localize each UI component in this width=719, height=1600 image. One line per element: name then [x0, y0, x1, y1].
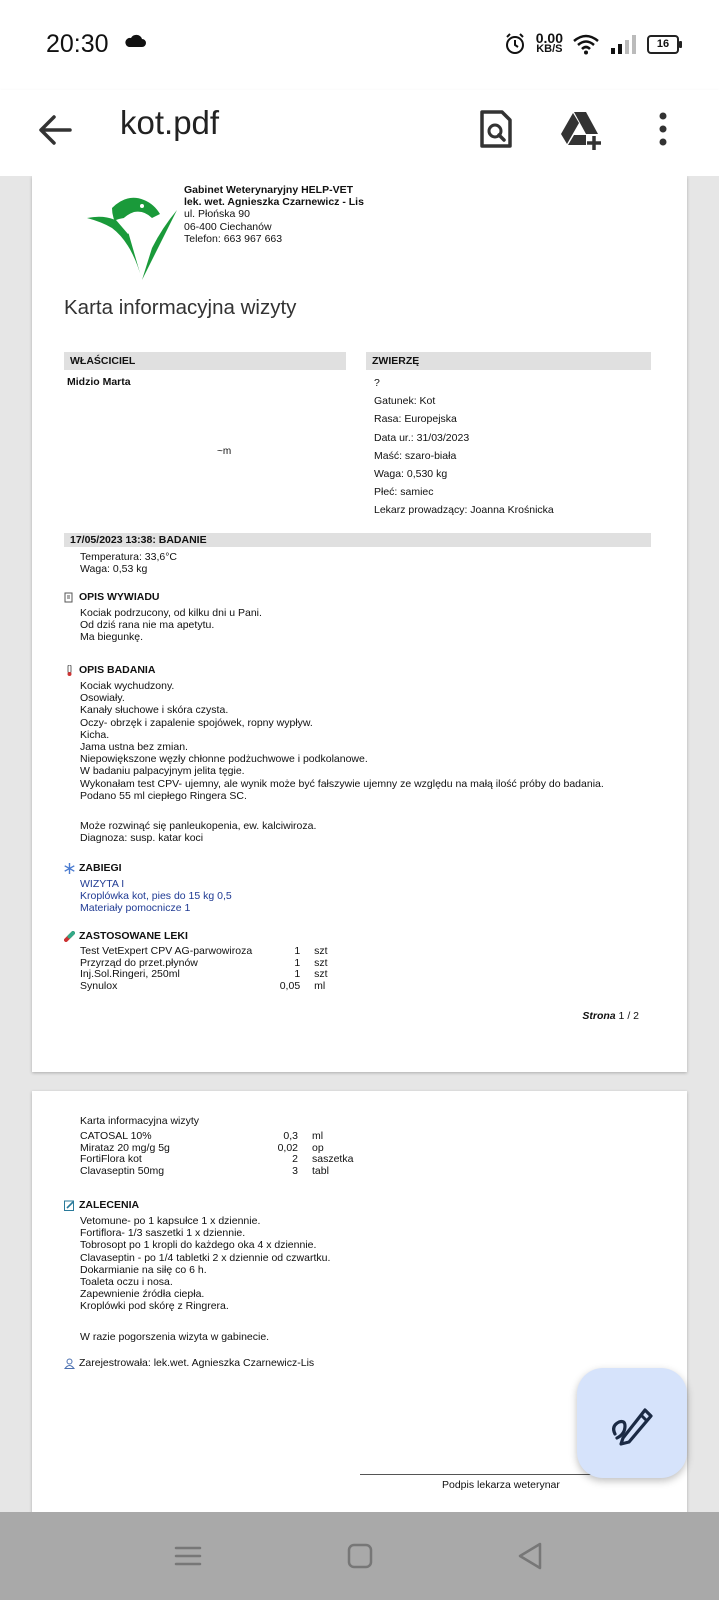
- table-row: Mirataz 20 mg/g 5g 0,02 op: [80, 1141, 324, 1154]
- procedures-heading: ZABIEGI: [64, 862, 122, 874]
- annotate-button[interactable]: [577, 1368, 687, 1478]
- table-row: Synulox 0,05 ml: [80, 979, 326, 992]
- table-row: Clavaseptin 50mg 3 tabl: [80, 1164, 329, 1177]
- animal-header: ZWIERZĘ: [366, 352, 651, 370]
- alarm-icon: [504, 33, 526, 55]
- pill-icon: [64, 931, 75, 942]
- document-icon: [64, 592, 75, 603]
- interview-heading: OPIS WYWIADU: [64, 591, 160, 603]
- table-row: Test VetExpert CPV AG-parwowiroza 1 szt: [80, 945, 328, 957]
- recommendations-text: Vetomune- po 1 kapsułce 1 x dziennie. Fortiflora- 1/3 saszetki 1 x dziennie. Tobrosopt po 1 kropli do każdego oka 4 x dziennie. Clavaseptin - po 1/4 tabletki 2 x dziennie od czwartku. Dokarmianie na siłę co 6 h. Toaleta oczu i nosa. Zapewnienie źródła ciepła. Kroplówki pod skórę z Ringrera.: [80, 1215, 331, 1313]
- asterisk-icon: [64, 863, 75, 874]
- document-title: Karta informacyjna wizyty: [64, 296, 297, 319]
- registered-by: Zarejestrowała: lek.wet. Agnieszka Czarnewicz-Lis: [64, 1357, 314, 1369]
- exam-text: Kociak wychudzony. Osowiały. Kanały słuchowe i skóra czysta. Oczy- obrzęk i zapalenie spojówek, ropny wypływ. Kicha. Jama ustna bez zmian. Niepowiększone węzły chłonne podżuchwowe i podkolanowe. W badaniu palpacyjnym jelita tęgie. Wykonałam test CPV- ujemny, ale wynik może być fałszywie ujemny ze względu na małą ilość próby do badania. Podano 55 ml ciepłego Ringera SC.: [80, 680, 604, 802]
- add-to-drive-icon[interactable]: [556, 104, 606, 154]
- app-bar: [0, 90, 719, 176]
- clinic-logo: [82, 188, 182, 288]
- interview-text: Kociak podrzucony, od kilku dni u Pani. Od dziś rana nie ma apetytu. Ma biegunkę.: [80, 607, 262, 644]
- more-options-icon[interactable]: [652, 104, 674, 154]
- exam-heading: OPIS BADANIA: [64, 664, 155, 676]
- page2-header: Karta informacyjna wizyty: [80, 1115, 200, 1127]
- worsening-note: W razie pogorszenia wizyta w gabinecie.: [80, 1331, 270, 1343]
- document-search-icon[interactable]: [470, 104, 520, 154]
- table-row: CATOSAL 10% 0,3 ml: [80, 1130, 324, 1142]
- edit-note-icon: [64, 1200, 75, 1211]
- recommendations-heading: ZALECENIA: [64, 1199, 139, 1211]
- signal-icon: [609, 33, 637, 55]
- system-nav-bar: [0, 1512, 719, 1600]
- pdf-viewer[interactable]: [0, 176, 719, 1512]
- visit-header: 17/05/2023 13:38: BADANIE: [64, 533, 651, 547]
- page-number: Strona 1 / 2: [582, 1010, 639, 1022]
- recent-apps-icon[interactable]: [168, 1536, 208, 1576]
- table-row: Przyrząd do przet.płynów 1 szt: [80, 956, 328, 969]
- thermometer-icon: [64, 665, 75, 676]
- table-row: Inj.Sol.Ringeri, 250ml 1 szt: [80, 968, 328, 980]
- clinic-info: Gabinet Weterynaryjny HELP-VET lek. wet. Agnieszka Czarnewicz - Lis ul. Płońska 90 06-400 Ciechanów Telefon: 663 967 663: [184, 184, 364, 245]
- user-icon: [64, 1358, 75, 1369]
- pdf-page-1: [32, 176, 687, 1072]
- diagnosis-text: Może rozwinąć się panleukopenia, ew. kalciwiroza. Diagnoza: susp. katar koci: [80, 820, 317, 845]
- home-icon[interactable]: [340, 1536, 380, 1576]
- meds-table-page1: [80, 946, 328, 992]
- network-speed: 0.00 KB/S: [535, 30, 563, 55]
- status-bar: [0, 0, 719, 90]
- cloud-icon: [124, 34, 146, 48]
- owner-mark: ~m: [217, 446, 232, 457]
- meds-heading: ZASTOSOWANE LEKI: [64, 930, 188, 942]
- animal-details: ? Gatunek: Kot Rasa: Europejska Data ur.: 31/03/2023 Maść: szaro-biała Waga: 0,530 kg Płeć: samiec Lekarz prowadzący: Joanna Krośnicka: [374, 377, 554, 517]
- status-time: 20:30: [46, 30, 109, 58]
- battery-indicator: 16: [647, 35, 679, 54]
- owner-header: WŁAŚCICIEL: [64, 352, 346, 370]
- procedures-text: WIZYTA I Kroplówka kot, pies do 15 kg 0,5 Materiały pomocnicze 1: [80, 878, 232, 915]
- signature-line: [360, 1474, 620, 1475]
- status-icons: [504, 28, 679, 60]
- file-title: kot.pdf: [120, 104, 220, 141]
- owner-name: Midzio Marta: [67, 376, 131, 388]
- pen-scribble-icon: [607, 1398, 657, 1448]
- back-arrow-icon[interactable]: [34, 108, 78, 152]
- signature-label: Podpis lekarza weterynar: [442, 1479, 560, 1491]
- vitals: Temperatura: 33,6°C Waga: 0,53 kg: [80, 551, 177, 576]
- wifi-icon: [573, 33, 599, 55]
- back-nav-icon[interactable]: [510, 1536, 550, 1576]
- meds-table-page2: [80, 1131, 353, 1177]
- table-row: FortiFlora kot 2 saszetka: [80, 1153, 354, 1165]
